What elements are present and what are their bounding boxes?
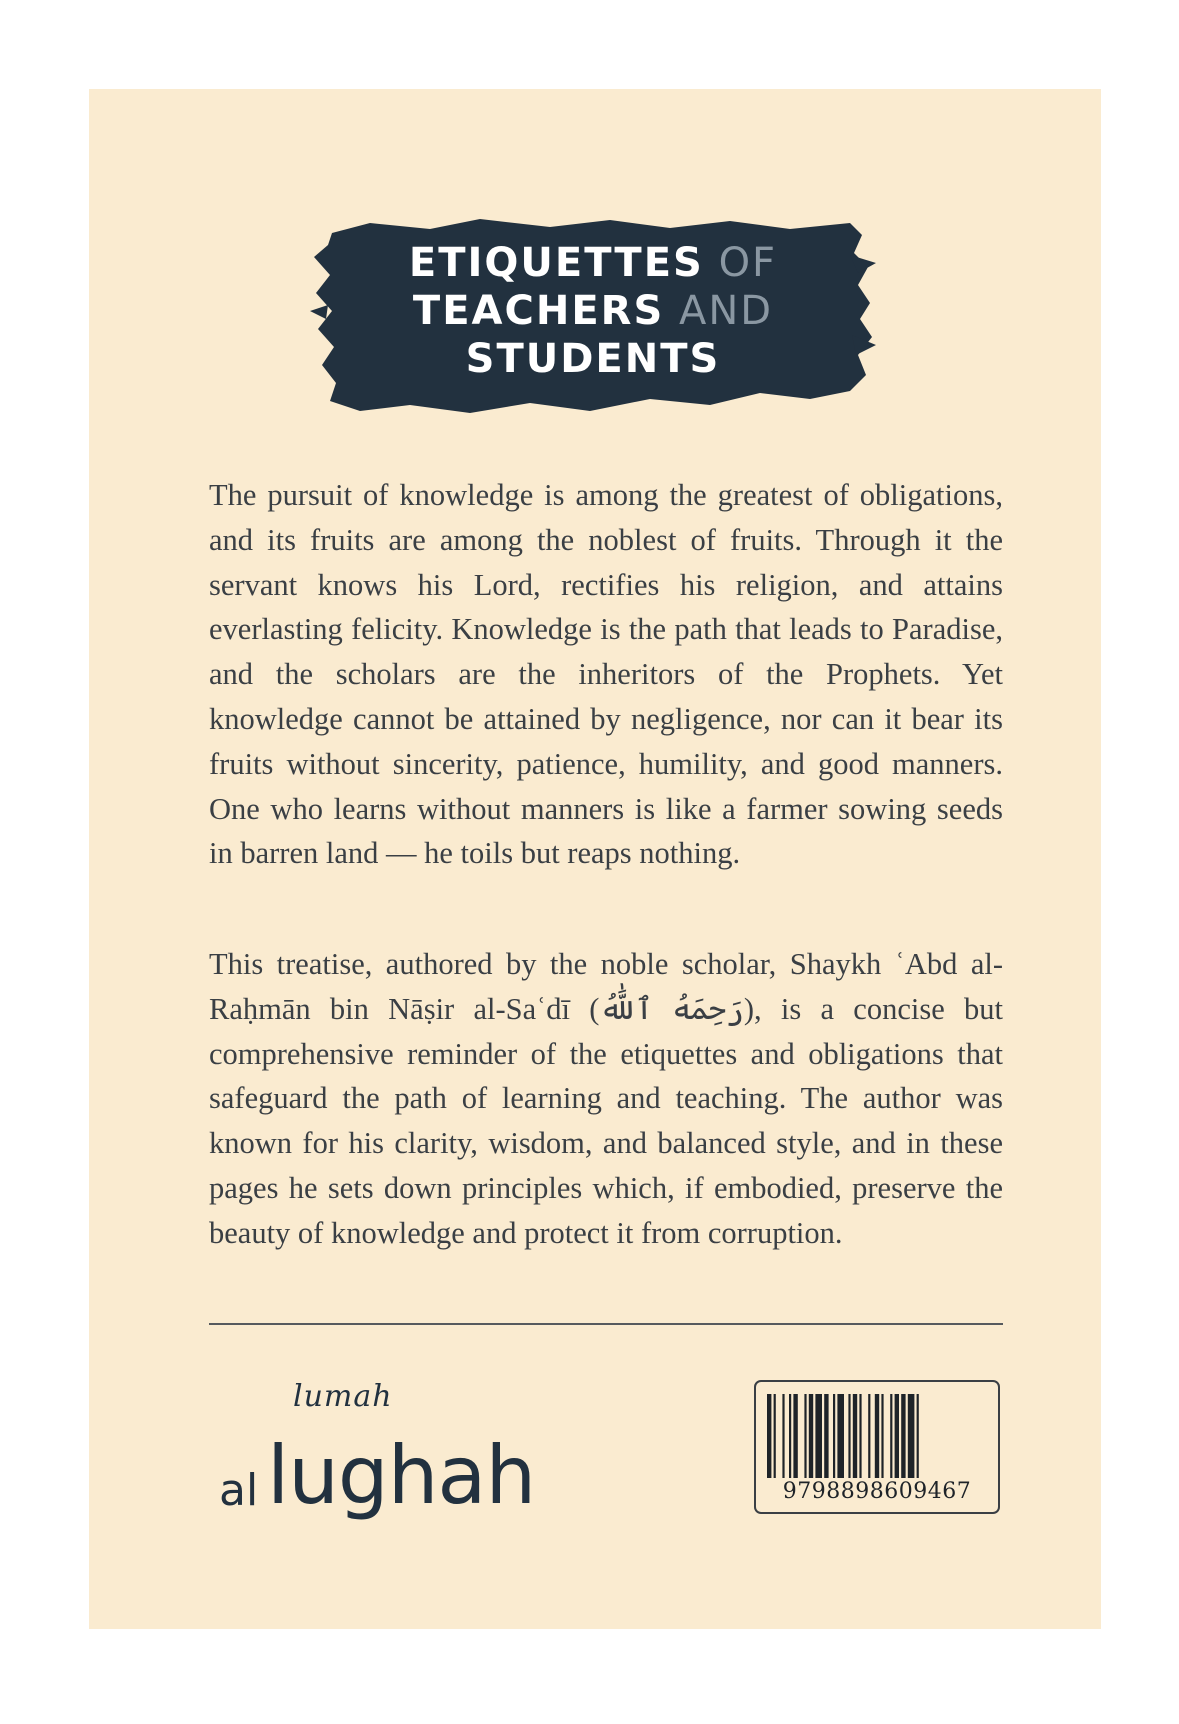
title-teachers: TEACHERS [412,288,665,334]
title-of: OF [718,240,778,286]
title-and: AND [678,288,774,334]
logo-big-text: lughah [267,1429,536,1522]
barcode [754,1380,1000,1514]
isbn-number: 9798898609467 [782,1479,972,1504]
book-back-cover [89,89,1101,1629]
blurb-paragraph-2: This treatise, authored by the noble scholar, Shaykh ʿAbd al-Raḥmān bin Nāṣir al-Saʿdī (رَحِمَهُ ٱللَّٰهُ), is a concise but comprehensive reminder of the etiquettes and obligations that safeguard the path of learning and teaching. The author was known for his clarity, wisdom, and balanced style, and in these pages he sets down principles which, if embodied, preserve the beauty of knowledge and protect it from corruption. [209,947,1004,1250]
logo-small-text: al [219,1465,259,1516]
title-banner [310,215,876,419]
barcode-bars [767,1394,989,1478]
title-students: STUDENTS [465,336,721,382]
divider [209,1323,1003,1325]
book-title [310,239,876,383]
publisher-logo [219,1379,549,1529]
logo-script-text: lumah [293,1379,393,1414]
blurb-paragraph-1: The pursuit of knowledge is among the greatest of obligations, and its fruits are among the noblest of fruits. Through it the servant knows his Lord, rectifies his religion, and attains everlasting felicity. Knowledge is the path that leads to Paradise, and the scholars are the inheritors of the Prophets. Yet knowledge cannot be attained by negligence, nor can it bear its fruits without sincerity, patience, humility, and good manners. One who learns without manners is like a farmer sowing seeds in barren land — he toils but reaps nothing. [209,478,1003,871]
title-etiquettes: ETIQUETTES [408,240,704,286]
